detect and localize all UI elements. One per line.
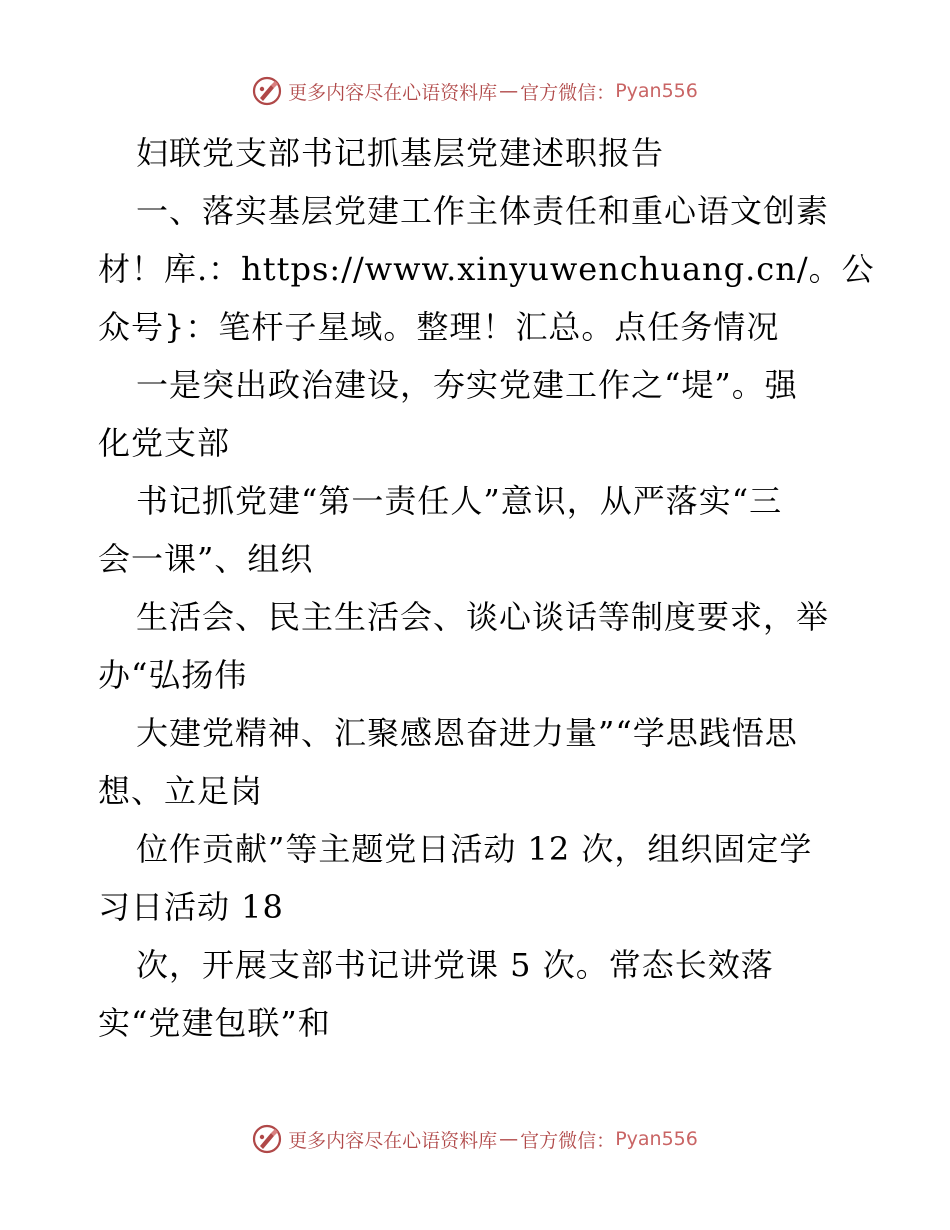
banner-official-label: 官方微信： <box>520 1129 616 1152</box>
text-line: 一是突出政治建设，夯实党建工作之“堤”。强 <box>136 366 798 404</box>
footer-watermark-banner <box>0 1119 950 1159</box>
banner-wechat-handle: Pyan556 <box>615 80 698 102</box>
text-line: 位作贡献”等主题党日活动 12 次，组织固定学 <box>136 830 813 868</box>
text-line: 会一课”、组织 <box>98 540 314 578</box>
banner-dash: — <box>499 1128 519 1150</box>
text-line: 生活会、民主生活会、谈心谈话等制度要求，举 <box>136 598 830 636</box>
document-body <box>98 124 875 1052</box>
text-line: 化党支部 <box>98 424 231 462</box>
banner-text: 更多内容尽在心语资料库 <box>288 81 498 104</box>
banner-official-label: 官方微信： <box>520 81 616 104</box>
text-line: 书记抓党建“第一责任人”意识，从严落实“三 <box>136 482 783 520</box>
text-line: 材！库.：https://www.xinyuwenchuang.cn/。公 <box>98 250 875 288</box>
document-title: 妇联党支部书记抓基层党建述职报告 <box>136 134 665 172</box>
text-line: 实“党建包联”和 <box>98 1004 331 1042</box>
banner-wechat-handle: Pyan556 <box>615 1128 698 1150</box>
banner-dash: — <box>499 80 519 102</box>
text-line: 次，开展支部书记讲党课 5 次。常态长效落 <box>136 946 774 984</box>
text-line: 大建党精神、汇聚感恩奋进力量”“学思践悟思 <box>136 714 798 752</box>
banner-text: 更多内容尽在心语资料库 <box>288 1129 498 1152</box>
pen-logo-icon <box>252 1124 282 1154</box>
text-line: 众号}：笔杆子星域。整理！汇总。点任务情况 <box>98 308 780 346</box>
text-line: 一、落实基层党建工作主体责任和重心语文创素 <box>136 192 830 230</box>
text-line: 办“弘扬伟 <box>98 656 248 694</box>
text-line: 想、立足岗 <box>98 772 264 810</box>
text-line: 习日活动 18 <box>98 888 284 926</box>
header-watermark-banner <box>0 71 950 111</box>
pen-logo-icon <box>252 76 282 106</box>
